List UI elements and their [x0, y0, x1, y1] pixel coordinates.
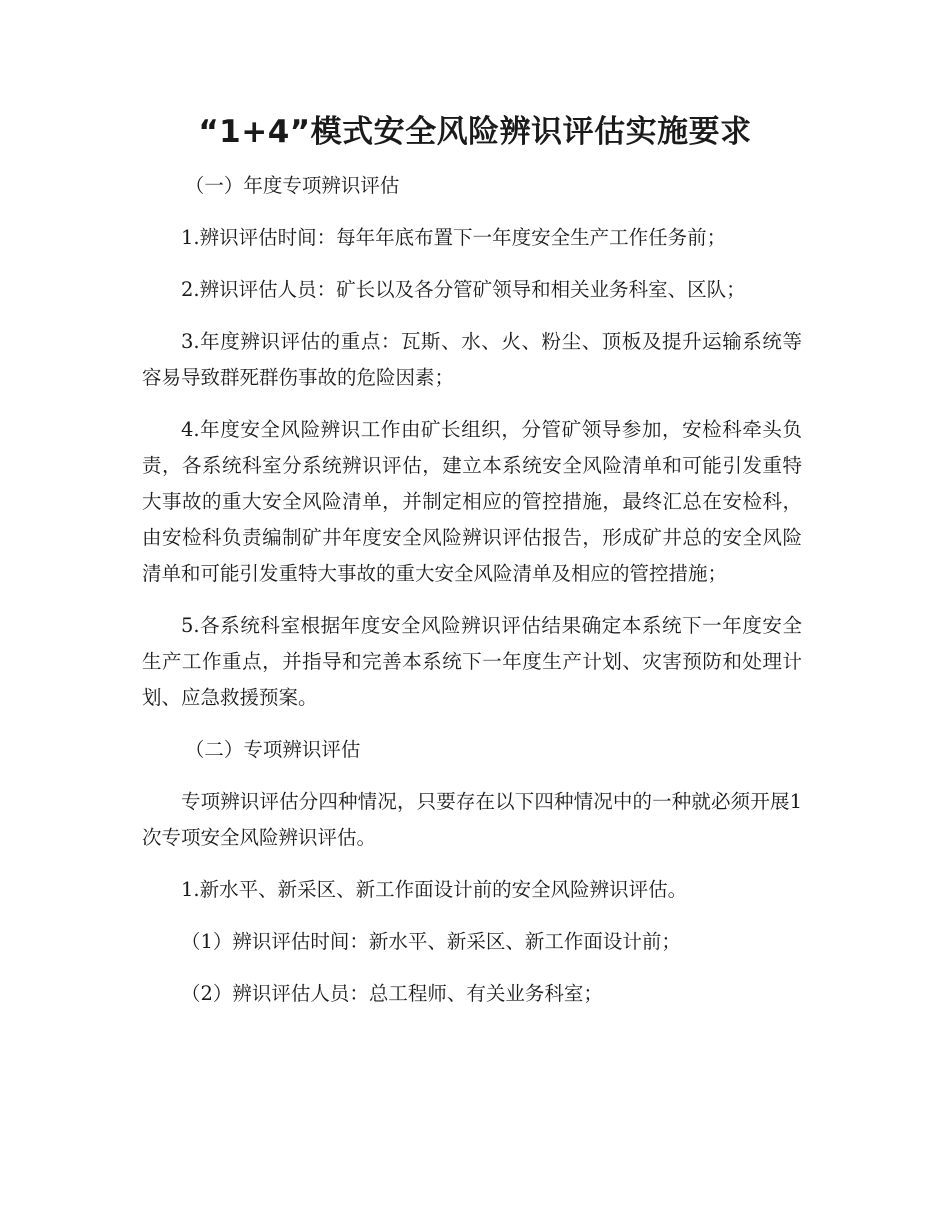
paragraph-special-item-1-personnel: （2）辨识评估人员：总工程师、有关业务科室； — [181, 982, 603, 1005]
paragraph-special-item-1: 1.新水平、新采区、新工作面设计前的安全风险辨识评估。 — [181, 878, 688, 901]
paragraph-annual-personnel: 2.辨识评估人员：矿长以及各分管矿领导和相关业务科室、区队； — [181, 278, 746, 301]
paragraph-special-intro: 专项辨识评估分四种情况，只要存在以下四种情况中的一种就必须开展1次专项安全风险辨识评估。 — [142, 790, 802, 849]
paragraph-annual-time: 1.辨识评估时间：每年年底布置下一年度安全生产工作任务前； — [181, 226, 727, 249]
section-heading-annual: （一）年度专项辨识评估 — [184, 174, 400, 197]
document-body — [142, 168, 802, 1028]
paragraph-annual-organization: 4.年度安全风险辨识工作由矿长组织，分管矿领导参加，安检科牵头负责，各系统科室分系统辨识评估，建立本系统安全风险清单和可能引发重特大事故的重大安全风险清单，并制定相应的管控措施，最终汇总在安检科，由安检科负责编制矿井年度安全风险辨识评估报告，形成矿井总的安全风险清单和可能引发重特大事故的重大安全风险清单及相应的管控措施； — [142, 418, 802, 585]
paragraph-annual-focus: 3.年度辨识评估的重点：瓦斯、水、火、粉尘、顶板及提升运输系统等容易导致群死群伤事故的危险因素； — [142, 330, 802, 389]
paragraph-annual-results: 5.各系统科室根据年度安全风险辨识评估结果确定本系统下一年度安全生产工作重点，并指导和完善本系统下一年度生产计划、灾害预防和处理计划、应急救援预案。 — [142, 614, 802, 709]
section-heading-special: （二）专项辨识评估 — [184, 738, 361, 761]
document-title: “1+4”模式安全风险辨识评估实施要求 — [198, 114, 752, 150]
paragraph-special-item-1-time: （1）辨识评估时间：新水平、新采区、新工作面设计前； — [181, 930, 681, 953]
